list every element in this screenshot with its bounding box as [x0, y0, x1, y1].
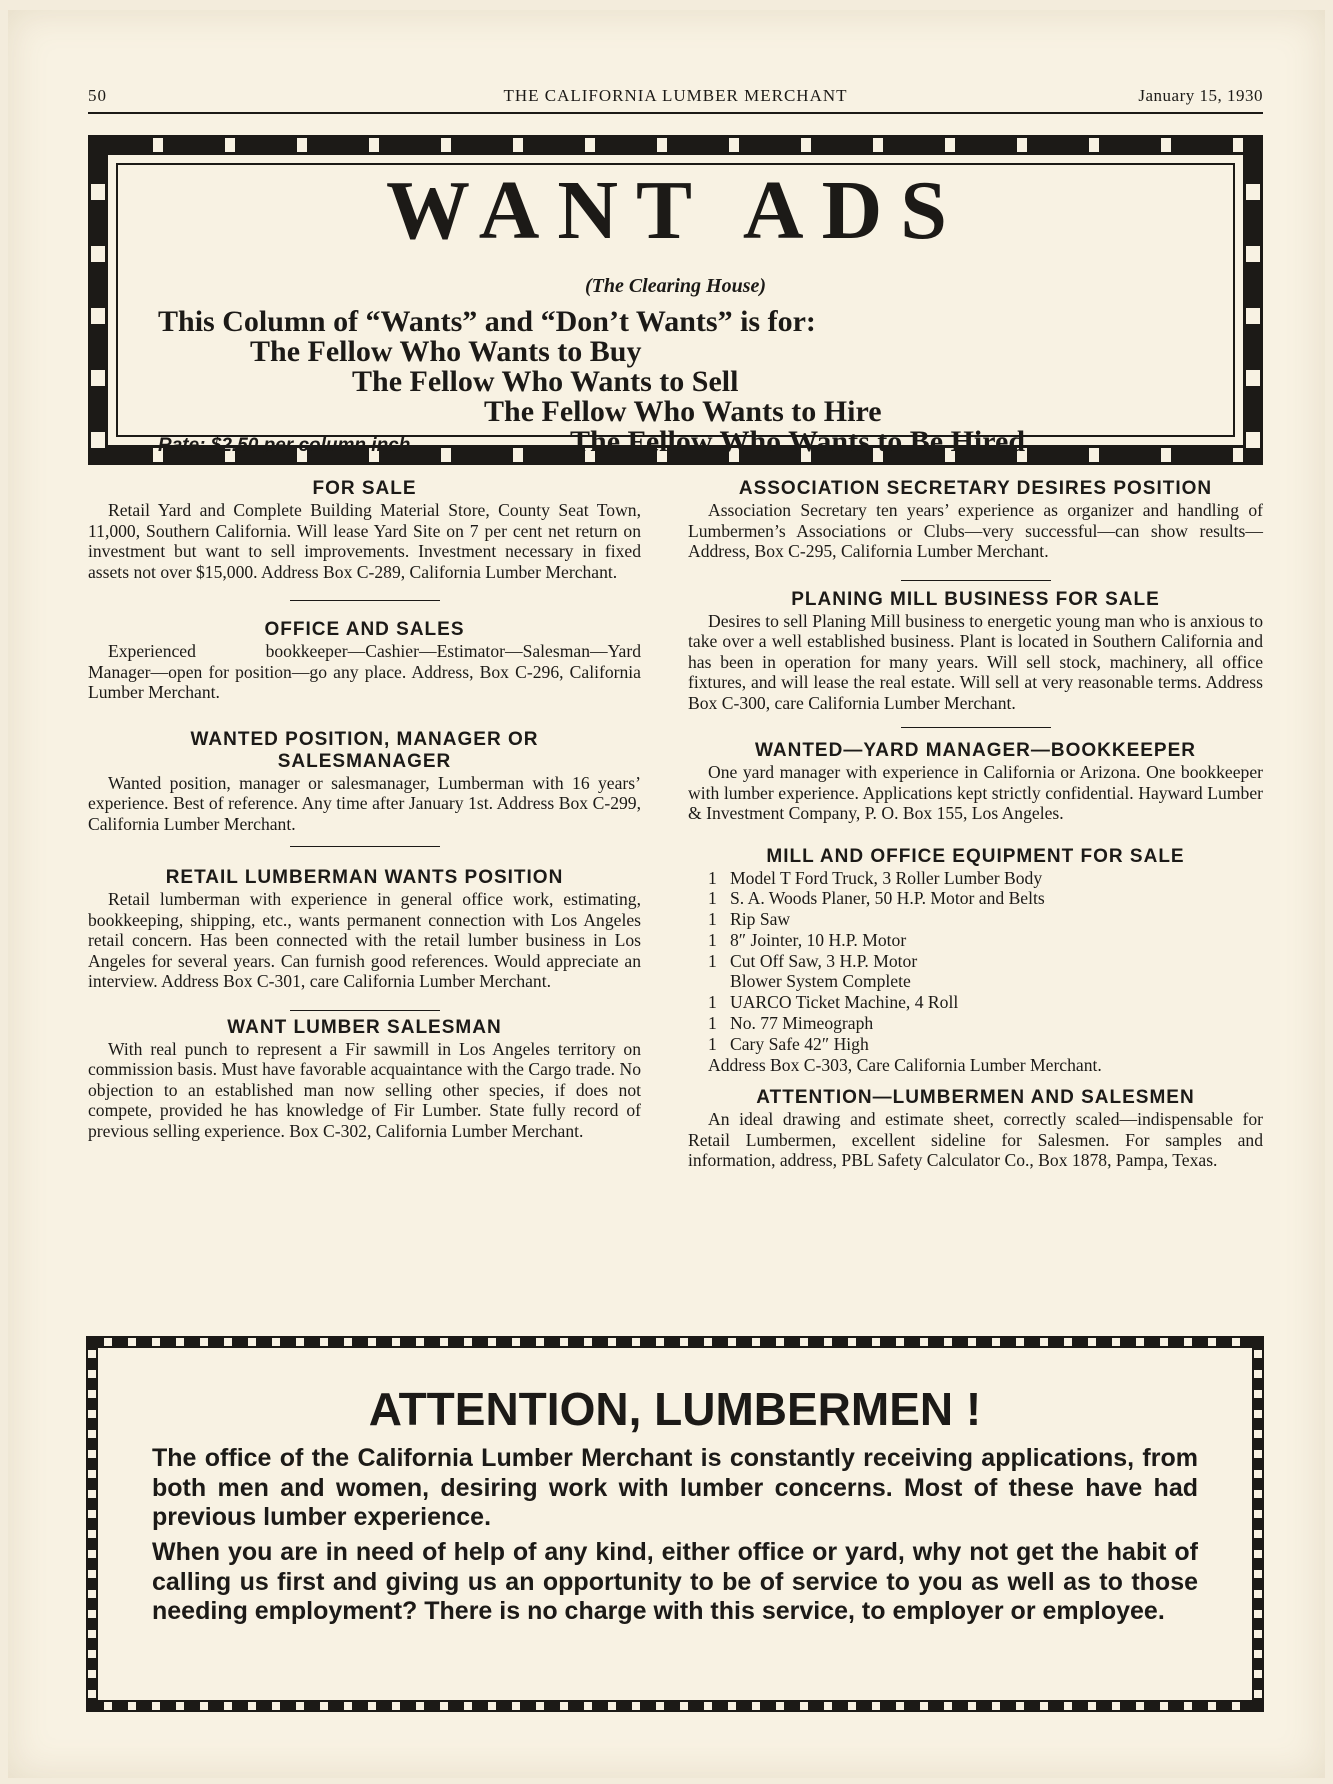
divider [901, 727, 1051, 728]
item-qty: 1 [708, 867, 717, 888]
ad-association-secretary [688, 478, 1263, 562]
item-qty: 1 [708, 1013, 717, 1034]
item-qty: 1 [708, 1033, 717, 1054]
list-item [730, 971, 1263, 992]
ad-body: An ideal drawing and estimate sheet, correctly scaled—indispensable for Retail Lumbermen, excellent sideline for Salesmen. For samples and information, address, PBL Safety Calculator Co., Box 1878, Pampa, Texas. [688, 1109, 1263, 1171]
ad-heading: MILL AND OFFICE EQUIPMENT FOR SALE [766, 845, 1185, 867]
ad-yard-manager-bookkeeper [688, 740, 1263, 824]
ad-for-sale [88, 478, 641, 582]
divider [290, 600, 440, 601]
list-item [708, 929, 1263, 951]
list-item [708, 888, 1263, 909]
list-item [708, 867, 1263, 889]
item-text: Cut Off Saw, 3 H.P. Motor [730, 950, 918, 971]
notice-paragraph-2: When you are in need of help of any kind, either office or yard, why not get the habit of calling us first and giving us an opportunity to be of service to you as well as to those needing employment? There is no charge with this service, to employer or employee. [152, 1538, 1198, 1625]
item-qty: 1 [708, 888, 717, 909]
ad-body: Retail lumberman with experience in general office work, estimating, bookkeeping, shipping, etc., wants permanent connection with Los Angeles retail concern. Has been connected with the retail lumber business in Los Angeles for several years. Can furnish good references. Would appreciate an interview. Address Box C-301, care California Lumber Merchant. [88, 889, 641, 991]
list-item [708, 992, 1263, 1013]
item-text: 8″ Jointer, 10 H.P. Motor [730, 929, 907, 950]
divider [901, 580, 1051, 581]
ad-heading: RETAIL LUMBERMAN WANTS POSITION [165, 867, 564, 888]
item-text: S. A. Woods Planer, 50 H.P. Motor and Belts [730, 888, 1045, 909]
attention-notice-box [86, 1336, 1264, 1712]
ad-mill-equipment [688, 846, 1263, 1076]
ad-heading: ATTENTION—LUMBERMEN AND SALESMEN [756, 1087, 1195, 1109]
checker-border-right [1243, 135, 1263, 465]
page-number: 50 [88, 86, 107, 105]
item-qty: 1 [708, 992, 717, 1013]
rate-note: Rate: $2.50 per column inch [158, 435, 411, 456]
equipment-address: Address Box C-303, Care California Lumber Merchant. [708, 1054, 1102, 1075]
divider [290, 1010, 440, 1011]
notice-paragraph-1: The office of the California Lumber Merchant is constantly receiving applications, from both men and women, desiring work with lumber concerns. Most of these have had previous lumber experience. [152, 1444, 1198, 1531]
ad-planing-mill [688, 589, 1263, 714]
banner-title: WANT ADS [386, 164, 965, 257]
banner-line-sell: The Fellow Who Wants to Sell [352, 365, 739, 398]
ad-body: Desires to sell Planing Mill business to energetic young man who is anxious to take over a well established business. Plant is located in Southern California and has been in operation for many years. Will sell stock, machinery, all office fixtures, and will lease the real estate. Will sell at very reasonable terms. Address Box C-300, care California Lumber Merchant. [688, 610, 1263, 713]
banner-subtitle: (The Clearing House) [584, 275, 767, 297]
list-item [708, 1033, 1263, 1055]
ad-attention-lumbermen-salesmen [688, 1087, 1263, 1171]
item-qty: 1 [708, 950, 717, 971]
ad-body: Retail Yard and Complete Building Material Store, County Seat Town, 11,000, Southern California. Will lease Yard Site on 7 per cent net return on investment but want to sell improvements. Investment necessary in fixed assets not over $15,000. Address Box C-289, California Lumber Merchant. [88, 500, 641, 582]
right-column [688, 478, 1263, 1171]
item-text: Rip Saw [730, 909, 791, 930]
publication-title: THE CALIFORNIA LUMBER MERCHANT [503, 86, 848, 105]
ad-heading: PLANING MILL BUSINESS FOR SALE [791, 588, 1160, 610]
item-qty: 1 [708, 909, 717, 930]
ad-body: One yard manager with experience in California or Arizona. One bookkeeper with lumber experience. Applications kept strictly confidential. Hayward Lumber & Investment Company, P. O. Box 155, Los Angeles. [688, 762, 1263, 823]
banner-line-intro: This Column of “Wants” and “Don’t Wants” is for: [158, 305, 816, 338]
ad-heading: FOR SALE [312, 478, 417, 499]
ad-heading: OFFICE AND SALES [264, 619, 465, 640]
left-column [88, 478, 641, 1141]
item-qty: 1 [708, 929, 717, 950]
item-text: No. 77 Mimeograph [730, 1013, 874, 1034]
ad-office-and-sales [88, 619, 641, 703]
item-text: Model T Ford Truck, 3 Roller Lumber Body [730, 867, 1043, 888]
running-header [88, 86, 1263, 114]
banner-line-buy: The Fellow Who Wants to Buy [250, 335, 642, 368]
ad-wanted-position [88, 729, 641, 835]
list-item [708, 1013, 1263, 1034]
banner-line-be-hired: The Fellow Who Wants to Be Hired [570, 425, 1026, 458]
ad-heading: ASSOCIATION SECRETARY DESIRES POSITION [738, 478, 1213, 499]
list-item [708, 909, 1263, 930]
ad-heading: WANTED—YARD MANAGER—BOOKKEEPER [755, 740, 1196, 761]
ad-body: Wanted position, manager or salesmanager, Lumberman with 16 years’ experience. Best of reference. Any time after January 1st. Address Box C-299, California Lumber Merchant. [88, 772, 641, 834]
equipment-list [688, 868, 1263, 1055]
dashed-border-bottom [86, 1700, 1264, 1712]
checker-border-left [88, 135, 108, 465]
divider [290, 846, 440, 847]
checker-border-top [88, 135, 1263, 155]
ad-retail-lumberman [88, 867, 641, 992]
item-text: UARCO Ticket Machine, 4 Roll [730, 992, 959, 1013]
item-text: Cary Safe 42″ High [730, 1033, 869, 1054]
ad-heading: WANTED POSITION, MANAGER OR SALESMANAGER [190, 728, 539, 772]
want-ads-banner [88, 135, 1263, 465]
ad-want-lumber-salesman [88, 1017, 641, 1142]
dashed-border-top [86, 1336, 1264, 1348]
item-text: Blower System Complete [730, 971, 911, 992]
ad-body: Experienced bookkeeper—Cashier—Estimator—Salesman—Yard Manager—open for position—go any place. Address, Box C-296, California Lumber Merchant. [88, 641, 641, 702]
issue-date: January 15, 1930 [1138, 86, 1263, 105]
ad-heading: WANT LUMBER SALESMAN [227, 1016, 502, 1038]
banner-line-hire: The Fellow Who Wants to Hire [484, 395, 882, 428]
ad-body: Association Secretary ten years’ experience as organizer and handling of Lumbermen’s Associations or Clubs—very successful—can show results—Address, Box C-295, California Lumber Merchant. [688, 500, 1263, 561]
list-item [708, 950, 1263, 972]
banner-inner [116, 163, 1235, 458]
ad-body: With real punch to represent a Fir sawmill in Los Angeles territory on commission basis. Must have favorable acquaintance with the Cargo trade. No objection to an established man now selling other species, if does not compete, provided he has knowledge of Fir Lumber. State fully record of previous selling experience. Box C-302, California Lumber Merchant. [88, 1038, 641, 1141]
notice-title: ATTENTION, LUMBERMEN ! [368, 1383, 982, 1435]
